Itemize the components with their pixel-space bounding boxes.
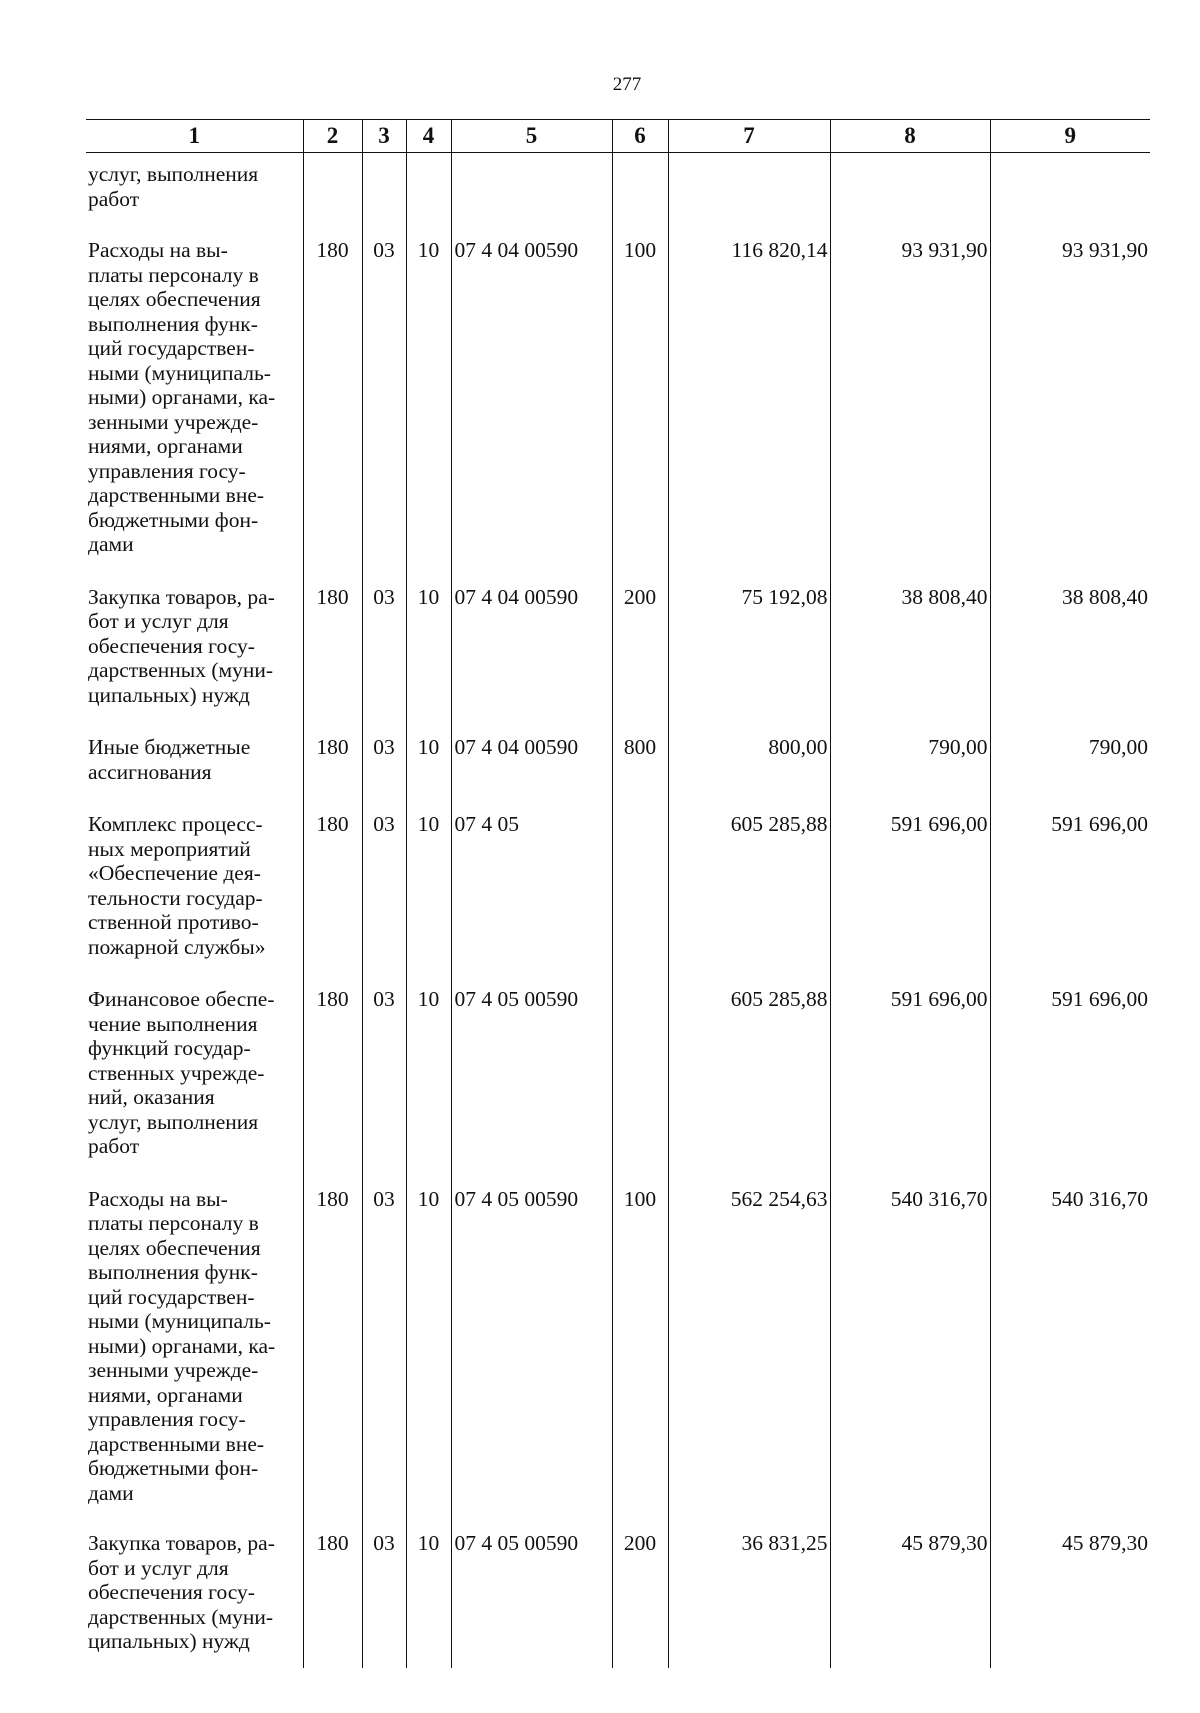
cell-target-article [451,153,612,225]
expense-name-line: платы персоналу в [88,262,259,287]
cell-amount-col8: 591 696,00 [830,973,990,1173]
expense-name-line: ственных учрежде- [88,1060,265,1085]
expense-name-line: дарственными вне- [88,1431,265,1456]
expense-name-line: ными) органами, ка- [88,385,276,409]
cell-amount-col9: 38 808,40 [990,571,1150,722]
cell-expense-type: 800 [612,721,668,798]
expense-name-line: ными (муниципаль- [88,1309,271,1333]
expense-name-line: ципальных) нужд [88,1629,250,1653]
column-header: 9 [990,120,1150,153]
expense-name-line: «Обеспечение дея- [88,861,261,885]
cell-amount-col9: 45 879,30 [990,1519,1150,1668]
expense-name-line: ниями, органами [88,434,243,458]
cell-amount-col8: 38 808,40 [830,571,990,722]
cell-target-article: 07 4 05 00590 [451,1173,612,1520]
cell-amount-col9: 591 696,00 [990,973,1150,1173]
cell-subsection-code: 10 [406,1519,451,1668]
cell-department-code: 180 [303,1173,362,1520]
column-header: 5 [451,120,612,153]
cell-subsection-code: 10 [406,1173,451,1520]
expense-name-line: бюджетными фон- [88,507,259,532]
cell-department-code: 180 [303,721,362,798]
table-row [86,224,1150,571]
cell-department-code: 180 [303,1519,362,1668]
cell-section-code: 03 [362,721,406,798]
expense-name-line: пожарной службы» [88,934,266,959]
cell-amount-col8: 591 696,00 [830,798,990,973]
expense-name-line: целях обеспечения [88,1235,261,1260]
expense-name-line: дами [88,1480,134,1505]
cell-amount-col7: 605 285,88 [668,973,830,1173]
expense-name-line: Закупка товаров, ра- [88,1531,275,1555]
cell-target-article: 07 4 05 00590 [451,973,612,1173]
column-header: 6 [612,120,668,153]
cell-amount-col7 [668,153,830,225]
column-header: 2 [303,120,362,153]
header-row [86,120,1150,153]
cell-section-code: 03 [362,571,406,722]
expense-name-line: бот и услуг для [88,1555,229,1580]
table-header [86,120,1150,153]
cell-department-code [303,153,362,225]
cell-target-article: 07 4 04 00590 [451,721,612,798]
column-header: 1 [86,120,303,153]
cell-amount-col7: 562 254,63 [668,1173,830,1520]
expense-name-line: ципальных) нужд [88,682,250,707]
expense-name-line: ассигнования [88,759,212,784]
page-number: 277 [612,74,642,95]
cell-expense-name [86,1519,303,1668]
expense-name-line: зенными учрежде- [88,1358,259,1382]
cell-subsection-code: 10 [406,721,451,798]
cell-expense-name [86,973,303,1173]
cell-target-article: 07 4 05 00590 [451,1519,612,1668]
table-row [86,721,1150,798]
expense-name-line: Расходы на вы- [88,1186,228,1211]
expense-name-line: ций государствен- [88,336,255,360]
cell-department-code: 180 [303,973,362,1173]
expense-name-line: обеспечения госу- [88,1580,255,1604]
cell-amount-col7: 800,00 [668,721,830,798]
cell-section-code: 03 [362,973,406,1173]
expense-name-line: управления госу- [88,1407,246,1431]
cell-amount-col7: 116 820,14 [668,224,830,571]
table-row [86,1519,1150,1668]
expense-name-line: дарственных (муни- [88,658,274,682]
cell-expense-type [612,153,668,225]
cell-department-code: 180 [303,798,362,973]
column-header: 8 [830,120,990,153]
table-body [86,153,1150,1668]
cell-section-code: 03 [362,224,406,571]
cell-expense-type: 100 [612,224,668,571]
expense-name-line: услуг, выполнения [88,1109,259,1134]
cell-expense-type: 200 [612,571,668,722]
cell-subsection-code [406,153,451,225]
expense-name-line: работ [88,186,140,211]
cell-amount-col9: 591 696,00 [990,798,1150,973]
expense-name-line: дарственными вне- [88,483,265,507]
cell-amount-col8: 790,00 [830,721,990,798]
cell-target-article: 07 4 04 00590 [451,571,612,722]
expense-name-line: услуг, выполнения [88,162,259,186]
expense-name-line: дами [88,532,134,556]
cell-amount-col9: 540 316,70 [990,1173,1150,1520]
expense-name-line: управления госу- [88,458,246,483]
table-row [86,153,1150,225]
expense-name-line: Расходы на вы- [88,238,228,262]
cell-amount-col8: 45 879,30 [830,1519,990,1668]
cell-section-code: 03 [362,1173,406,1520]
cell-amount-col7: 75 192,08 [668,571,830,722]
expense-name-line: ными (муниципаль- [88,360,271,385]
table-row [86,571,1150,722]
cell-expense-name [86,153,303,225]
expense-name-line: Комплекс процесс- [88,812,263,836]
cell-target-article: 07 4 05 [451,798,612,973]
expense-name-line: работ [88,1134,140,1158]
cell-section-code [362,153,406,225]
cell-expense-name [86,571,303,722]
cell-expense-type [612,798,668,973]
expense-name-line: чение выполнения [88,1011,258,1036]
cell-amount-col9 [990,153,1150,225]
expense-name-line: выполнения функ- [88,1260,258,1284]
table-row [86,973,1150,1173]
expense-name-line: ний, оказания [88,1085,215,1109]
cell-subsection-code: 10 [406,224,451,571]
cell-subsection-code: 10 [406,973,451,1173]
column-header: 7 [668,120,830,153]
expense-name-line: ственной противо- [88,910,259,934]
cell-expense-type: 200 [612,1519,668,1668]
cell-expense-name [86,721,303,798]
cell-expense-name [86,1173,303,1520]
cell-department-code: 180 [303,571,362,722]
expense-name-line: дарственных (муни- [88,1604,274,1629]
cell-amount-col7: 605 285,88 [668,798,830,973]
cell-amount-col9: 790,00 [990,721,1150,798]
cell-amount-col9: 93 931,90 [990,224,1150,571]
budget-table [86,119,1150,1668]
cell-amount-col7: 36 831,25 [668,1519,830,1668]
expense-name-line: ными) органами, ка- [88,1333,276,1358]
cell-section-code: 03 [362,798,406,973]
expense-name-line: целях обеспечения [88,287,261,311]
cell-subsection-code: 10 [406,798,451,973]
cell-expense-type: 100 [612,1173,668,1520]
expense-name-line: зенными учрежде- [88,409,259,434]
expense-name-line: тельности государ- [88,885,263,910]
expense-name-line: Иные бюджетные [88,735,251,759]
cell-subsection-code: 10 [406,571,451,722]
cell-department-code: 180 [303,224,362,571]
expense-name-line: Закупка товаров, ра- [88,584,275,609]
cell-expense-name [86,798,303,973]
expense-name-line: выполнения функ- [88,311,258,336]
cell-amount-col8: 93 931,90 [830,224,990,571]
table-row [86,798,1150,973]
cell-amount-col8 [830,153,990,225]
table-row [86,1173,1150,1520]
column-header: 4 [406,120,451,153]
expense-name-line: Финансовое обеспе- [88,987,275,1011]
column-header: 3 [362,120,406,153]
expense-name-line: ций государствен- [88,1284,255,1309]
cell-expense-name [86,224,303,571]
expense-name-line: функций государ- [88,1036,251,1060]
expense-name-line: бюджетными фон- [88,1456,259,1480]
expense-name-line: обеспечения госу- [88,633,255,658]
cell-target-article: 07 4 04 00590 [451,224,612,571]
expense-name-line: платы персоналу в [88,1211,259,1235]
expense-name-line: ных мероприятий [88,836,251,861]
cell-expense-type [612,973,668,1173]
cell-section-code: 03 [362,1519,406,1668]
expense-name-line: бот и услуг для [88,609,229,633]
expense-name-line: ниями, органами [88,1382,243,1407]
cell-amount-col8: 540 316,70 [830,1173,990,1520]
